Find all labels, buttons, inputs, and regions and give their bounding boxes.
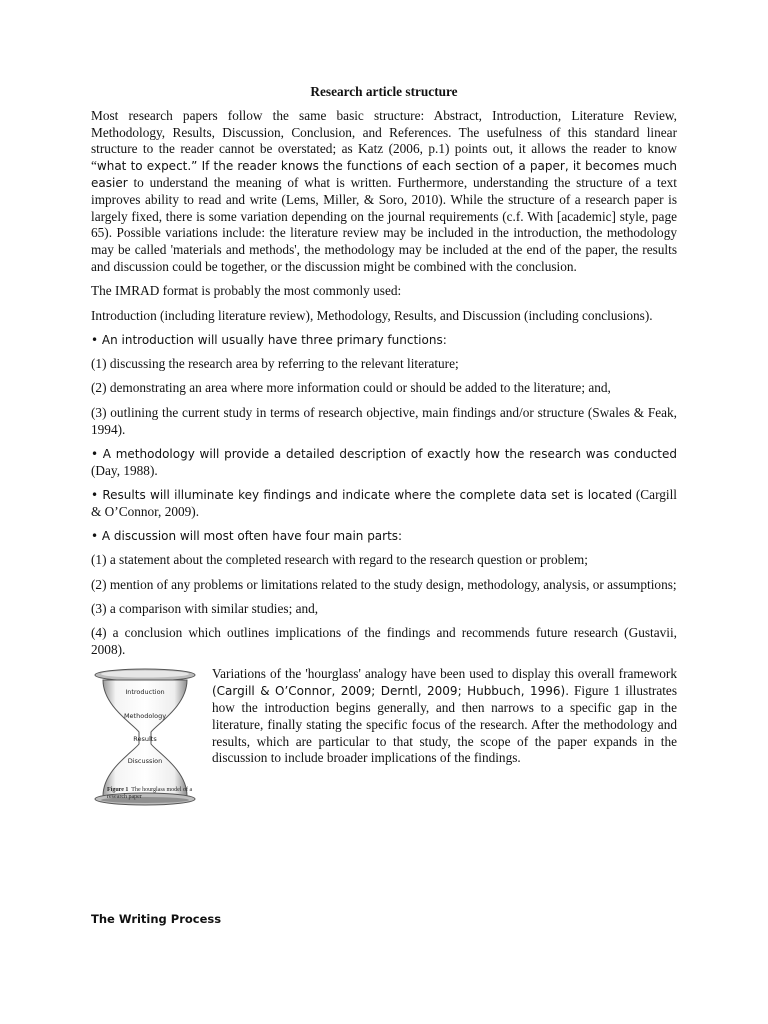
hourglass-label-introduction: Introduction <box>125 688 165 697</box>
document-body <box>91 84 677 816</box>
bullet-methodology <box>91 446 677 480</box>
bullet-results <box>91 487 677 521</box>
bullet-results-citation: (Cargill & O’Connor, 2009). <box>91 486 677 519</box>
hourglass-paragraph-a: Variations of the 'hourglass' analogy have been used to display this overall framework <box>212 666 677 682</box>
intro-paragraph-part-c: to understand the meaning of what is written. Furthermore, understanding the structure of a text improves ability to read and write (Lems, Miller, & Soro, 2010). While the structure of a research paper is largely fixed, there is some variation depending on the journal requirements (c.f. With [academic] style, page 65). Possible variations include: the literature review may be included in the introduction, the methodology may be called 'materials and methods', the methodology may be included at the end of the paper, the results and discussion could be together, or the discussion might be combined with the conclusion. <box>91 174 677 274</box>
bullet-discussion: • A discussion will most often have four main parts: <box>91 529 403 544</box>
document-title: Research article structure <box>310 84 458 99</box>
figure-caption-number: Figure 1 <box>107 787 129 794</box>
hourglass-label-methodology: Methodology <box>123 712 167 721</box>
hourglass-paragraph <box>212 666 677 767</box>
discussion-part-4: (4) a conclusion which outlines implications of the findings and recommends future research (Gustavii, 2008). <box>91 625 677 658</box>
bullet-results-text: • Results will illuminate key findings and indicate where the complete data set is located <box>91 487 633 502</box>
hourglass-label-results: Results <box>133 735 157 744</box>
hourglass-section <box>91 666 677 816</box>
hourglass-paragraph-citations: (Cargill & O’Connor, 2009; Derntl, 2009; Hubbuch, 1996). <box>212 684 570 699</box>
discussion-part-2: (2) mention of any problems or limitations related to the study design, methodology, analysis, or assumptions; <box>91 576 677 592</box>
discussion-part-3: (3) a comparison with similar studies; and, <box>91 600 319 616</box>
imrad-intro: The IMRAD format is probably the most commonly used: <box>91 283 402 299</box>
hourglass-paragraph-c: Figure 1 illustrates how the introduction begins generally, and then narrows to a specific gap in the literature, finally stating the specific focus of the research. After the methodology and results, which are particular to that study, the scope of the paper expands in the discussion to include broader implications of the findings. <box>212 683 677 766</box>
intro-function-2: (2) demonstrating an area where more information could or should be added to the literature; and, <box>91 380 611 396</box>
hourglass-label-discussion: Discussion <box>127 757 163 766</box>
figure-caption-text: The hourglass model of a research paper <box>107 787 193 801</box>
intro-function-3: (3) outlining the current study in terms of research objective, main findings and/or structure (Swales & Feak, 1994). <box>91 404 677 437</box>
bullet-methodology-text: • A methodology will provide a detailed description of exactly how the research was conducted <box>91 446 677 461</box>
figure-caption <box>107 787 203 801</box>
bullet-introduction: • An introduction will usually have three primary functions: <box>91 332 447 347</box>
intro-function-1: (1) discussing the research area by referring to the relevant literature; <box>91 356 459 372</box>
imrad-list: Introduction (including literature review), Methodology, Results, and Discussion (including conclusions). <box>91 307 653 323</box>
discussion-part-1: (1) a statement about the completed research with regard to the research question or problem; <box>91 552 588 568</box>
bullet-methodology-citation: (Day, 1988). <box>91 462 158 478</box>
writing-process-heading: The Writing Process <box>91 912 222 926</box>
intro-paragraph <box>91 108 677 276</box>
hourglass-figure <box>91 666 203 816</box>
intro-paragraph-part-b: what to expect.” If the reader knows the functions of each section of a paper, it becomes much easier <box>91 159 677 190</box>
intro-paragraph-part-a: Most research papers follow the same basic structure: Abstract, Introduction, Literature Review, Methodology, Results, Discussion, Conclusion, and References. The usefulness of this standard linear structure to the reader cannot be overstated; as Katz (2006, p.1) points out, it allows the reader to know “ <box>91 107 677 174</box>
